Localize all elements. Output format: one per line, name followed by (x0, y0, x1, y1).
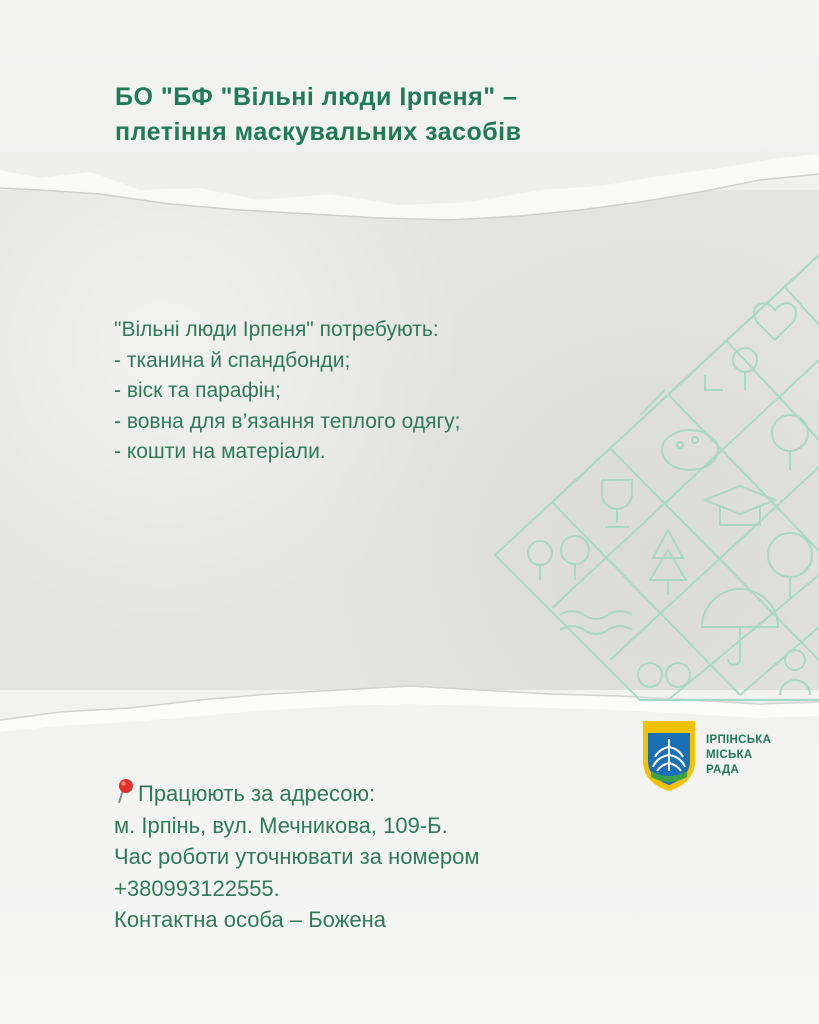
torn-paper-edge-top (0, 150, 819, 240)
logo-line-3: РАДА (706, 764, 740, 776)
needs-list (114, 315, 634, 468)
needs-item-wool: - вовна для в’язання теплого одягу; (114, 409, 461, 433)
needs-item-wax: - віск та парафін; (114, 379, 281, 402)
contact-address: м. Ірпінь, вул. Мечникова, 109-Б. (114, 812, 448, 838)
round-pushpin-icon (114, 778, 136, 804)
title-line-2: плетіння маскувальних засобів (115, 118, 522, 146)
needs-item-funds: - кошти на матеріали. (114, 440, 326, 463)
contact-person: Контактна особа – Божена (114, 907, 386, 932)
needs-intro: "Вільні люди Ірпеня" потребують: (114, 318, 439, 341)
contact-block (114, 778, 714, 936)
logo-text (706, 733, 771, 778)
logo-line-1: ІРПІНСЬКА (706, 734, 772, 746)
contact-heading: Працюють за адресою: (138, 781, 376, 806)
needs-item-fabric: - тканина й спандбонди; (114, 348, 351, 372)
logo-line-2: МІСЬКА (706, 749, 753, 761)
contact-hours-note: Час роботи уточнювати за номером (114, 844, 480, 869)
page-title (115, 80, 735, 150)
contact-heading-row (114, 778, 714, 810)
contact-phone: +380993122555. (114, 875, 280, 901)
title-line-1: БО "БФ "Вільні люди Ірпеня" – (115, 83, 518, 111)
